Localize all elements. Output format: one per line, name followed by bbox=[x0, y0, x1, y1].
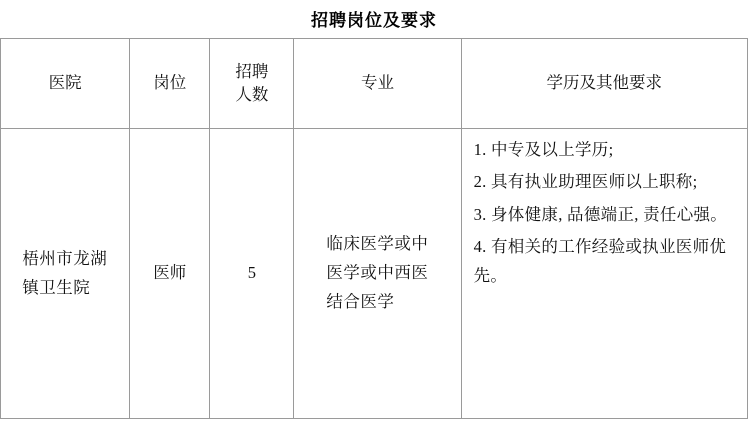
cell-count-text: 5 bbox=[247, 263, 256, 283]
column-header-hospital-label: 医院 bbox=[48, 73, 82, 93]
requirement-item-1: 1. 中专及以上学历; bbox=[473, 140, 614, 159]
recruitment-table bbox=[0, 38, 748, 419]
cell-hospital bbox=[1, 129, 130, 419]
cell-post bbox=[130, 129, 210, 419]
table-header-row bbox=[1, 39, 748, 129]
requirement-item-4: 4. 有相关的工作经验或执业医师优先。 bbox=[473, 237, 727, 285]
cell-post-text: 医师 bbox=[153, 263, 187, 283]
table-row bbox=[1, 129, 748, 419]
column-header-post bbox=[130, 39, 210, 129]
column-header-count bbox=[210, 39, 294, 129]
column-header-post-label: 岗位 bbox=[153, 73, 187, 93]
cell-count bbox=[210, 129, 294, 419]
cell-major bbox=[294, 129, 461, 419]
cell-hospital-text: 梧州市龙湖镇卫生院 bbox=[22, 249, 108, 297]
cell-requirements bbox=[461, 129, 747, 419]
column-header-hospital bbox=[1, 39, 130, 129]
cell-major-text: 临床医学或中医学或中西医结合医学 bbox=[326, 234, 429, 311]
requirement-item-2: 2. 具有执业助理医师以上职称; bbox=[473, 172, 698, 192]
column-header-major-label: 专业 bbox=[360, 73, 394, 93]
column-header-requirements-label: 学历及其他要求 bbox=[546, 73, 663, 93]
page-title: 招聘岗位及要求 bbox=[311, 11, 437, 31]
column-header-major bbox=[294, 39, 461, 129]
requirement-item-3: 3. 身体健康, 品德端正, 责任心强。 bbox=[473, 204, 728, 224]
column-header-requirements bbox=[461, 39, 747, 129]
column-header-count-label: 招聘人数 bbox=[235, 62, 269, 104]
